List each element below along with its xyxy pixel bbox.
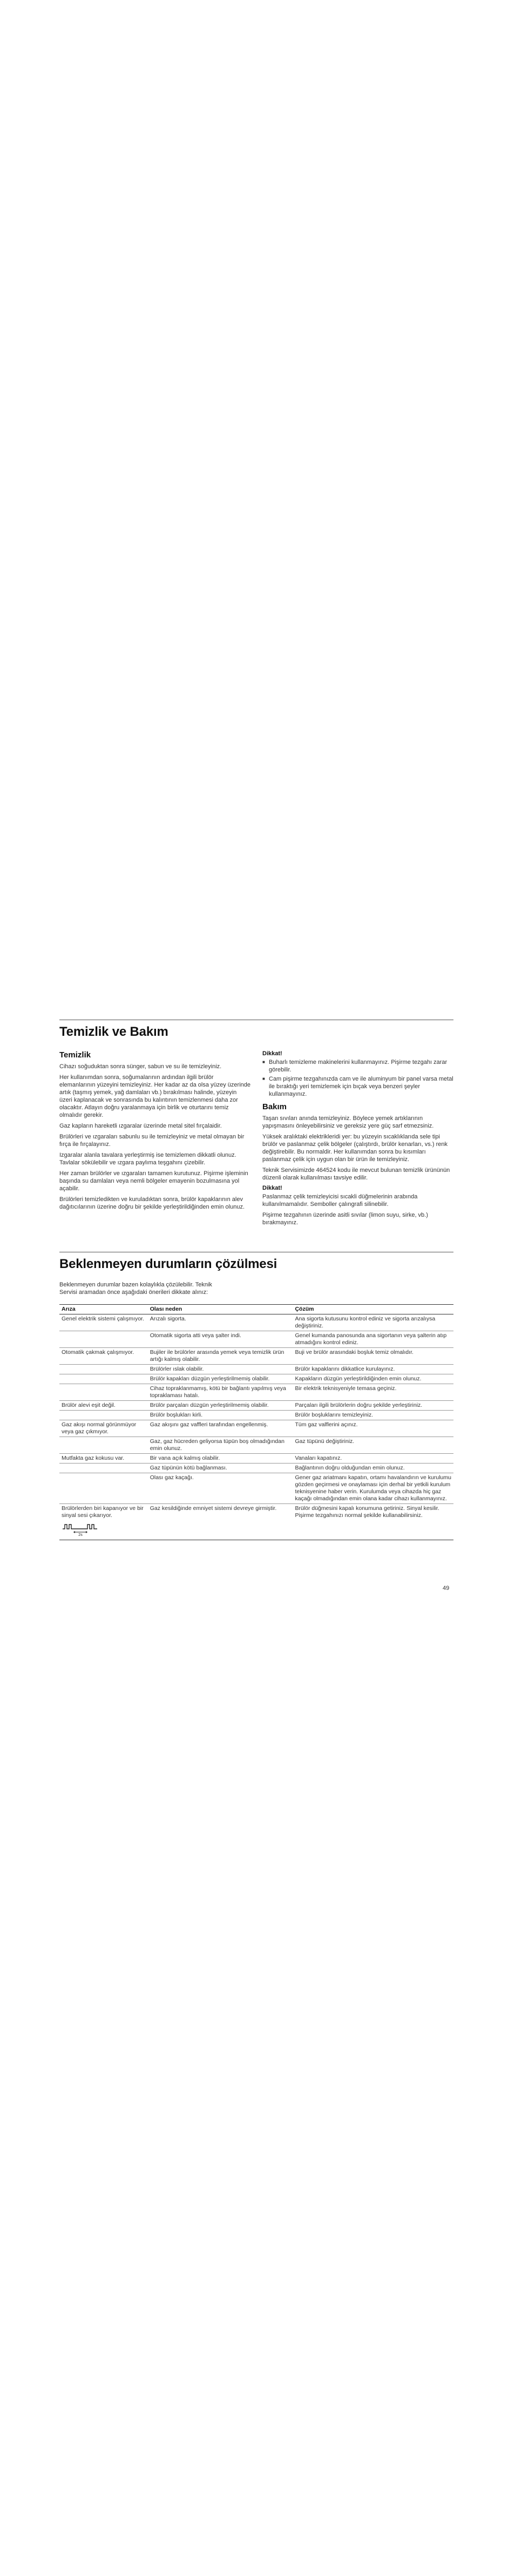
troubleshooting-table: [59, 1304, 453, 1540]
cell-cause: Gaz tüpünün kötü bağlanması.: [148, 1464, 293, 1473]
table-header-row: [59, 1305, 453, 1314]
cell-fault: Brülör alevi eşit değil.: [59, 1401, 148, 1411]
cell-cause: Bir vana açık kalmış olabilir.: [148, 1454, 293, 1464]
cell-solution: Bir elektrik teknisyeniyle temasa geçiniz.: [293, 1384, 453, 1401]
cell-solution: Tüm gaz valflerini açınız.: [293, 1420, 453, 1437]
cell-cause: Brülör kapakları düzgün yerleştirilmemiş olabilir.: [148, 1374, 293, 1384]
maintenance-paragraph: Teknik Servisimizde 464524 kodu ile mevcut bulunan temizlik ürününün düzenli olarak kullanılması tavsiye edilir.: [262, 1167, 450, 1181]
maintenance-heading: Bakım: [262, 1102, 287, 1111]
cleaning-paragraph: Izgaralar alanla tavalara yerleştirmiş ise temizlemen dikkatli olunuz. Tavlalar sökülebilir ve ızgara paylıma teşgahını çizebilir.: [59, 1152, 236, 1166]
cell-fault: [59, 1374, 148, 1384]
table-row: [59, 1365, 453, 1374]
cell-fault: [59, 1331, 148, 1348]
cell-cause: Olası gaz kaçağı.: [148, 1473, 293, 1504]
cell-solution: Brülör kapaklarını dikkatlice kurulayınız.: [293, 1365, 453, 1374]
page-number: 49: [443, 1585, 450, 1592]
cell-solution: Genel kumanda panosunda ana sigortanın veya şalterin atıp atmadığını kontrol ediniz.: [293, 1331, 453, 1348]
table-row: [59, 1374, 453, 1384]
cleaning-column: [59, 1050, 250, 1214]
cell-solution: Brülör boşluklarını temizleyiniz.: [293, 1411, 453, 1420]
cleaning-paragraph: Her zaman brülörler ve ızgaraları tamamen kurutunuz. Pişirme işleminin başında su damlaları veya nemli bölgeler emayenin bozulmasına yol açabilir.: [59, 1170, 248, 1192]
table-row: [59, 1473, 453, 1504]
table-row: [59, 1504, 453, 1540]
cell-cause: Gaz, gaz hücreden geliyorsa tüpün boş olmadığından emin olunuz.: [148, 1437, 293, 1454]
cell-fault: [59, 1411, 148, 1420]
cleaning-paragraph: Brülörleri temizledikten ve kuruladıktan sonra, brülör kapaklarının alev dağıtıcılarının üzerine doğru bir şekilde yerleştirildiğinden emin olunuz.: [59, 1196, 245, 1210]
cell-solution: Bağlantının doğru olduğundan emin olunuz.: [293, 1464, 453, 1473]
cell-fault: [59, 1504, 148, 1540]
cell-fault: Gaz akışı normal görünmüyor veya gaz çıkmıyor.: [59, 1420, 148, 1437]
maintenance-column: [262, 1050, 453, 1230]
warning-bullet: ■ Cam pişirme tezgahınızda cam ve ile aluminyum bir panel varsa metal ile bıraktığı yeri temizlemek için bıçak veya benzeri şeyler kullanmayınız.: [262, 1075, 453, 1098]
warning-label: Dikkat!: [262, 1050, 282, 1057]
intro-line: Servisi aramadan önce aşağıdaki önerileri dikkate alınız:: [59, 1289, 208, 1296]
cell-cause: Brülör parçaları düzgün yerleştirilmemiş olabilir.: [148, 1401, 293, 1411]
cell-fault: [59, 1464, 148, 1473]
warning-paragraph: Pişirme tezgahının üzerinde asitli sıvılar (limon suyu, sirke, vb.) bırakmayınız.: [262, 1212, 428, 1226]
timer-label: 2s: [78, 1533, 83, 1536]
table-row: [59, 1454, 453, 1464]
cell-solution: Brülör düğmesini kapalı konumuna getiriniz. Sinyal kesilir. Pişirme tezgahınızı normal şekilde kullanabilirsiniz.: [293, 1504, 453, 1540]
table-row: [59, 1331, 453, 1348]
cell-fault: [59, 1473, 148, 1504]
signal-pulse-diagram: [62, 1521, 146, 1539]
header-solution: Çözüm: [293, 1305, 453, 1314]
warning-paragraph: Paslanmaz çelik temizleyicisi sıcakli düğmelerinin arabında kullanılmamalıdır. Semboller çalıngrafi silinebilir.: [262, 1193, 418, 1208]
intro-line: Beklenmeyen durumlar bazen kolaylıkla çözülebilir. Teknik: [59, 1282, 212, 1288]
cell-fault: [59, 1365, 148, 1374]
warning-bullet: ■ Buharlı temizleme makinelerini kullanmayınız. Pişirme tezgahı zarar görebilir.: [262, 1058, 453, 1074]
table-row: [59, 1411, 453, 1420]
cleaning-heading: Temizlik: [59, 1050, 91, 1060]
cell-cause: Brülörler ıslak olabilir.: [148, 1365, 293, 1374]
cleaning-paragraph: Brülörleri ve ızgaraları sabunlu su ile temizleyiniz ve metal olmayan bir fırça ile fırçalayınız.: [59, 1134, 245, 1148]
troubleshooting-intro: [59, 1281, 297, 1296]
cell-solution: Buji ve brülör arasındaki boşluk temiz olmalıdır.: [293, 1348, 453, 1365]
warning-label: Dikkat!: [262, 1185, 282, 1191]
table-row: [59, 1437, 453, 1454]
table-row: [59, 1384, 453, 1401]
cell-cause: Bujiler ile brülörler arasında yemek veya temizlik ürün artığı kalmış olabilir.: [148, 1348, 293, 1365]
cell-cause: Cihaz topraklanmamış, kötü bir bağlantı yapılmış veya topraklaması hatalı.: [148, 1384, 293, 1401]
cell-cause: Gaz kesildiğinde emniyet sistemi devreye girmiştir.: [148, 1504, 293, 1540]
header-cause: Olası neden: [148, 1305, 293, 1314]
table-row: [59, 1420, 453, 1437]
cell-fault: [59, 1437, 148, 1454]
cell-cause: Arızalı sigorta.: [148, 1314, 293, 1331]
section-title-troubleshooting: Beklenmeyen durumların çözülmesi: [59, 1257, 277, 1271]
cell-solution: Kapakların düzgün yerleştirildiğinden emin olunuz.: [293, 1374, 453, 1384]
cell-fault: Mutfakta gaz kokusu var.: [59, 1454, 148, 1464]
cell-cause: Otomatik sigorta atti veya şalter indi.: [148, 1331, 293, 1348]
cell-solution: Vanaları kapatınız.: [293, 1454, 453, 1464]
table-row: [59, 1464, 453, 1473]
signal-waveform-icon: [62, 1521, 99, 1536]
section-title-cleaning: Temizlik ve Bakım: [59, 1024, 168, 1039]
cleaning-paragraph: Gaz kapların hareketli ızgaralar üzerinde metal sitel fırçalaidir.: [59, 1123, 222, 1129]
cell-solution: Ana sigorta kutusunu kontrol ediniz ve sigorta arızalıysa değiştiriniz.: [293, 1314, 453, 1331]
cell-fault-text: Brülörlerden biri kapanıyor ve bir sinyal sesi çıkarıyor.: [62, 1505, 144, 1519]
cell-solution: Parçaları ilgili brülörlerin doğru şekilde yerleştiriniz.: [293, 1401, 453, 1411]
cell-fault: Otomatik çakmak çalışmıyor.: [59, 1348, 148, 1365]
table-row: [59, 1314, 453, 1331]
cell-fault: Genel elektrik sistemi çalışmıyor.: [59, 1314, 148, 1331]
cell-cause: Brülör boşlukları kirli.: [148, 1411, 293, 1420]
table-row: [59, 1401, 453, 1411]
header-fault: Arıza: [59, 1305, 148, 1314]
cell-fault: [59, 1384, 148, 1401]
cleaning-paragraph: Cihazı soğuduktan sonra sünger, sabun ve su ile temizleyiniz.: [59, 1063, 222, 1070]
table-row: [59, 1348, 453, 1365]
cleaning-paragraph: Her kullanımdan sonra, soğumalarının ardından ilgili brülör elemanlarının yüzeyini temizleyiniz. Her kadar az da olsa yüzey üzerinde artık (taşmış yemek, yağ damlaları vb.) bırakılması halinde, yüzeyin üzeri kaplanacak ve sonrasında bu kalıntının temizlenmesi daha zor olacaktır. Atlayın doğru yaralanmaya için birlik ve oturtarını temiz olmalıdır gerekir.: [59, 1074, 251, 1118]
cell-solution: Gaz tüpünü değiştiriniz.: [293, 1437, 453, 1454]
cell-solution: Gener gaz ariatmanı kapatın, ortamı havalandırın ve kurulumu gözden geçirmesi ve onaylaması için derhal bir yetkili kurulum teknisyenine haber verin. Kurulumda veya cihazda hiç gaz kaçağı olmadığından emin olana kadar cihazı kullanmayınız.: [293, 1473, 453, 1504]
maintenance-paragraph: Yüksek aralıktaki elektrikleridi yer: bu yüzeyin sıcaklıklarıda sele tipi brülör ve paslanmaz çelik bölgeler (çalıştırdı, brülör kenarları, vs.) renk değiştirebilir. Bu normaldir. Her kullanımdan sonra bu kısımları paslanmaz çelik için uygun olan bir ürün ile temizleyiniz.: [262, 1134, 448, 1163]
cell-cause: Gaz akışını gaz vaffleri tarafından engellenmiş.: [148, 1420, 293, 1437]
maintenance-paragraph: Taşan sıvıları anında temizleyiniz. Böylece yemek artıklarının yapışmasını önleyebilirsiniz ve gereksiz yere güç sarf etmezsiniz.: [262, 1115, 434, 1129]
